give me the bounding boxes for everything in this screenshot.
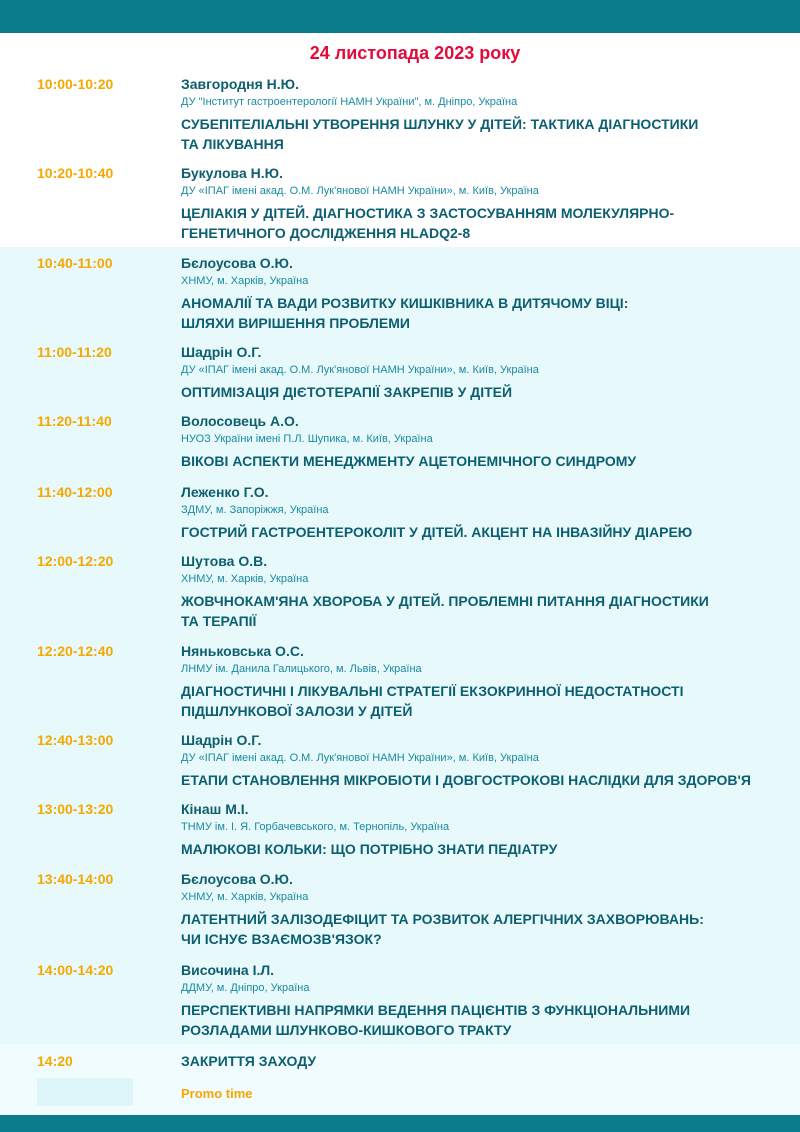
speaker-affiliation: ДУ «ІПАГ імені акад. О.М. Лук'янової НАМН України», м. Київ, Україна [181, 364, 539, 376]
speaker-name: Леженко Г.О. [181, 484, 269, 500]
talk-topic [181, 203, 796, 243]
talk-topic-line: ЕТАПИ СТАНОВЛЕННЯ МІКРОБІОТИ І ДОВГОСТРОКОВІ НАСЛІДКИ ДЛЯ ЗДОРОВ'Я [181, 772, 751, 788]
talk-topic [181, 1000, 796, 1040]
talk-topic-line: ШЛЯХИ ВИРІШЕННЯ ПРОБЛЕМИ [181, 315, 410, 331]
talk-topic-line: ТА ТЕРАПІЇ [181, 613, 257, 629]
closing-label: ЗАКРИТТЯ ЗАХОДУ [181, 1053, 317, 1069]
speaker-name: Завгородня Н.Ю. [181, 76, 300, 92]
talk-topic-line: ПІДШЛУНКОВОЇ ЗАЛОЗИ У ДІТЕЙ [181, 703, 413, 719]
speaker-name: Букулова Н.Ю. [181, 165, 283, 181]
speaker-affiliation: ЛНМУ ім. Данила Галицького, м. Львів, Україна [181, 663, 422, 675]
talk-topic-line: ЛАТЕНТНИЙ ЗАЛІЗОДЕФІЦИТ ТА РОЗВИТОК АЛЕРГІЧНИХ ЗАХВОРЮВАНЬ: [181, 911, 704, 927]
talk-topic-line: ДІАГНОСТИЧНІ І ЛІКУВАЛЬНІ СТРАТЕГІЇ ЕКЗОКРИННОЇ НЕДОСТАТНОСТІ [181, 683, 684, 699]
talk-topic-line: ПЕРСПЕКТИВНІ НАПРЯМКИ ВЕДЕННЯ ПАЦІЄНТІВ З ФУНКЦІОНАЛЬНИМИ [181, 1002, 691, 1018]
speaker-affiliation: ХНМУ, м. Харків, Україна [181, 891, 309, 903]
speaker-affiliation: НУОЗ України імені П.Л. Шупика, м. Київ, Україна [181, 433, 433, 445]
talk-topic-line: МАЛЮКОВІ КОЛЬКИ: ЩО ПОТРІБНО ЗНАТИ ПЕДІАТРУ [181, 841, 558, 857]
talk-topic [181, 839, 796, 859]
speaker-affiliation: ХНМУ, м. Харків, Україна [181, 573, 309, 585]
talk-topic [181, 293, 796, 333]
talk-topic-line: АНОМАЛІЇ ТА ВАДИ РОЗВИТКУ КИШКІВНИКА В ДИТЯЧОМУ ВІЦІ: [181, 295, 629, 311]
speaker-affiliation: ТНМУ ім. І. Я. Горбачевського, м. Тернопіль, Україна [181, 821, 450, 833]
date-title: 24 листопада 2023 року [309, 43, 521, 63]
speaker-name: Височина І.Л. [181, 962, 275, 978]
speaker-name: Волосовець А.О. [181, 413, 299, 429]
speaker-name: Шутова О.В. [181, 553, 268, 569]
talk-topic [181, 382, 796, 402]
talk-topic-line: ГЕНЕТИЧНОГО ДОСЛІДЖЕННЯ HLADQ2-8 [181, 225, 471, 241]
speaker-affiliation: ДДМУ, м. Дніпро, Україна [181, 982, 310, 994]
talk-topic-line: ОПТИМІЗАЦІЯ ДІЄТОТЕРАПІЇ ЗАКРЕПІВ У ДІТЕЙ [181, 384, 513, 400]
session-time: 13:00-13:20 [37, 801, 114, 817]
session-time: 10:00-10:20 [37, 76, 114, 92]
session-time: 11:40-12:00 [37, 484, 113, 500]
talk-topic-line: ЦЕЛІАКІЯ У ДІТЕЙ. ДІАГНОСТИКА З ЗАСТОСУВАННЯМ МОЛЕКУЛЯРНО- [181, 205, 675, 221]
talk-topic-line: ГОСТРИЙ ГАСТРОЕНТЕРОКОЛІТ У ДІТЕЙ. АКЦЕНТ НА ІНВАЗІЙНУ ДІАРЕЮ [181, 524, 693, 540]
talk-topic-line: ЖОВЧНОКАМ'ЯНА ХВОРОБА У ДІТЕЙ. ПРОБЛЕМНІ ПИТАННЯ ДІАГНОСТИКИ [181, 593, 709, 609]
speaker-name: Бєлоусова О.Ю. [181, 871, 293, 887]
talk-topic-line: СУБЕПІТЕЛІАЛЬНІ УТВОРЕННЯ ШЛУНКУ У ДІТЕЙ: ТАКТИКА ДІАГНОСТИКИ [181, 116, 699, 132]
speaker-affiliation: ХНМУ, м. Харків, Україна [181, 275, 309, 287]
talk-topic [181, 591, 796, 631]
speaker-name: Няньковська О.С. [181, 643, 304, 659]
talk-topic [181, 681, 796, 721]
talk-topic [181, 522, 796, 542]
talk-topic [181, 770, 796, 790]
talk-topic [181, 114, 796, 154]
speaker-name: Кінаш М.І. [181, 801, 249, 817]
talk-topic-line: РОЗЛАДАМИ ШЛУНКОВО-КИШКОВОГО ТРАКТУ [181, 1022, 512, 1038]
session-time: 12:40-13:00 [37, 732, 114, 748]
talk-topic-line: ВІКОВІ АСПЕКТИ МЕНЕДЖМЕНТУ АЦЕТОНЕМІЧНОГО СИНДРОМУ [181, 453, 637, 469]
speaker-name: Шадрін О.Г. [181, 344, 262, 360]
talk-topic [181, 909, 796, 949]
session-time: 12:00-12:20 [37, 553, 114, 569]
session-time: 12:20-12:40 [37, 643, 114, 659]
session-time: 10:20-10:40 [37, 165, 114, 181]
session-time: 13:40-14:00 [37, 871, 114, 887]
session-time: 11:20-11:40 [37, 413, 112, 429]
speaker-affiliation: ДУ «ІПАГ імені акад. О.М. Лук'янової НАМН України», м. Київ, Україна [181, 752, 539, 764]
session-time: 14:00-14:20 [37, 962, 114, 978]
talk-topic [181, 451, 796, 471]
speaker-name: Шадрін О.Г. [181, 732, 262, 748]
footer-bar [0, 1115, 800, 1132]
talk-topic-line: ТА ЛІКУВАННЯ [181, 136, 284, 152]
speaker-affiliation: ЗДМУ, м. Запоріжжя, Україна [181, 504, 329, 516]
talk-topic-line: ЧИ ІСНУЄ ВЗАЄМОЗВ'ЯЗОК? [181, 931, 382, 947]
speaker-name: Бєлоусова О.Ю. [181, 255, 293, 271]
closing-time: 14:20 [37, 1053, 73, 1069]
session-time: 11:00-11:20 [37, 344, 112, 360]
promo-label: Promo time [181, 1086, 253, 1101]
speaker-affiliation: ДУ "Інститут гастроентерології НАМН України", м. Дніпро, Україна [181, 96, 518, 108]
speaker-affiliation: ДУ «ІПАГ імені акад. О.М. Лук'янової НАМН України», м. Київ, Україна [181, 185, 539, 197]
session-time: 10:40-11:00 [37, 255, 113, 271]
